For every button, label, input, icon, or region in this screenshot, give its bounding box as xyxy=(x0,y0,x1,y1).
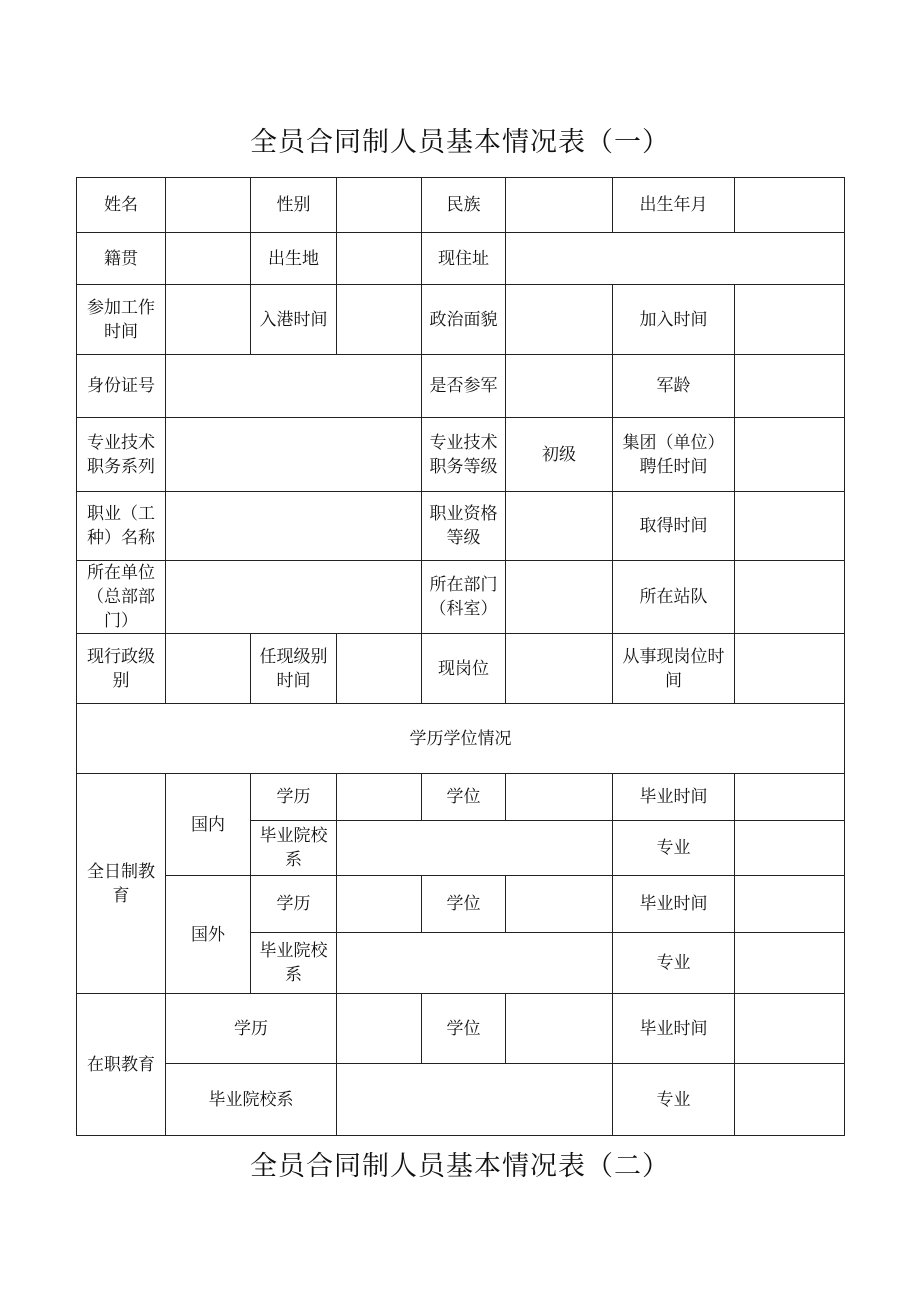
field-domestic-degree[interactable] xyxy=(506,774,613,821)
field-position[interactable] xyxy=(506,634,613,704)
field-birthplace[interactable] xyxy=(337,233,422,285)
field-abroad-major[interactable] xyxy=(735,933,845,994)
label-port-entry: 入港时间 xyxy=(251,285,337,355)
field-qual-level[interactable] xyxy=(506,492,613,561)
label-position: 现岗位 xyxy=(422,634,506,704)
label-ethnicity: 民族 xyxy=(422,178,506,233)
label-major: 专业 xyxy=(613,821,735,876)
label-address: 现住址 xyxy=(422,233,506,285)
field-abroad-education[interactable] xyxy=(337,876,422,933)
label-education: 学历 xyxy=(166,994,337,1064)
label-school: 毕业院校系 xyxy=(251,933,337,994)
field-in-service-degree[interactable] xyxy=(506,994,613,1064)
field-name[interactable] xyxy=(166,178,251,233)
label-position-time: 从事现岗位时间 xyxy=(613,634,735,704)
field-id-number[interactable] xyxy=(166,355,422,418)
field-abroad-grad-time[interactable] xyxy=(735,876,845,933)
page-title: 全员合同制人员基本情况表（一） xyxy=(250,127,670,158)
field-domestic-major[interactable] xyxy=(735,821,845,876)
field-occupation[interactable] xyxy=(166,492,422,561)
field-native-place[interactable] xyxy=(166,233,251,285)
field-join-time[interactable] xyxy=(735,285,845,355)
field-in-service-school[interactable] xyxy=(337,1064,613,1136)
label-domestic: 国内 xyxy=(166,774,251,876)
label-grad-time: 毕业时间 xyxy=(613,876,735,933)
label-name: 姓名 xyxy=(77,178,166,233)
label-birth-date: 出生年月 xyxy=(613,178,735,233)
field-admin-level[interactable] xyxy=(166,634,251,704)
label-tech-series: 专业技术职务系列 xyxy=(77,418,166,492)
label-work-start: 参加工作时间 xyxy=(77,285,166,355)
field-position-time[interactable] xyxy=(735,634,845,704)
field-unit[interactable] xyxy=(166,561,422,634)
personnel-info-table xyxy=(76,177,845,1136)
page-title-2: 全员合同制人员基本情况表（二） xyxy=(250,1151,670,1182)
field-work-start[interactable] xyxy=(166,285,251,355)
field-gender[interactable] xyxy=(337,178,422,233)
label-education: 学历 xyxy=(251,876,337,933)
field-station[interactable] xyxy=(735,561,845,634)
field-birth-date[interactable] xyxy=(735,178,845,233)
label-native-place: 籍贯 xyxy=(77,233,166,285)
label-occupation: 职业（工种）名称 xyxy=(77,492,166,561)
label-id-number: 身份证号 xyxy=(77,355,166,418)
field-ethnicity[interactable] xyxy=(506,178,613,233)
label-degree: 学位 xyxy=(422,994,506,1064)
field-in-service-education[interactable] xyxy=(337,994,422,1064)
label-group-hire: 集团（单位）聘任时间 xyxy=(613,418,735,492)
label-grad-time: 毕业时间 xyxy=(613,994,735,1064)
field-military[interactable] xyxy=(506,355,613,418)
label-unit: 所在单位（总部部门） xyxy=(77,561,166,634)
label-degree: 学位 xyxy=(422,774,506,821)
field-tech-level[interactable]: 初级 xyxy=(506,418,613,492)
field-level-time[interactable] xyxy=(337,634,422,704)
label-school: 毕业院校系 xyxy=(251,821,337,876)
field-address[interactable] xyxy=(506,233,845,285)
field-obtain-time[interactable] xyxy=(735,492,845,561)
field-domestic-school[interactable] xyxy=(337,821,613,876)
field-domestic-grad-time[interactable] xyxy=(735,774,845,821)
label-birthplace: 出生地 xyxy=(251,233,337,285)
label-education: 学历 xyxy=(251,774,337,821)
label-obtain-time: 取得时间 xyxy=(613,492,735,561)
label-fulltime-education: 全日制教育 xyxy=(77,774,166,994)
field-political[interactable] xyxy=(506,285,613,355)
label-admin-level: 现行政级别 xyxy=(77,634,166,704)
field-in-service-grad-time[interactable] xyxy=(735,994,845,1064)
label-dept: 所在部门（科室） xyxy=(422,561,506,634)
label-in-service-education: 在职教育 xyxy=(77,994,166,1136)
section-education-header: 学历学位情况 xyxy=(77,704,845,774)
label-degree: 学位 xyxy=(422,876,506,933)
field-port-entry[interactable] xyxy=(337,285,422,355)
label-major: 专业 xyxy=(613,1064,735,1136)
label-abroad: 国外 xyxy=(166,876,251,994)
field-group-hire[interactable] xyxy=(735,418,845,492)
label-military: 是否参军 xyxy=(422,355,506,418)
label-political: 政治面貌 xyxy=(422,285,506,355)
label-station: 所在站队 xyxy=(613,561,735,634)
label-tech-level: 专业技术职务等级 xyxy=(422,418,506,492)
label-qual-level: 职业资格等级 xyxy=(422,492,506,561)
label-military-years: 军龄 xyxy=(613,355,735,418)
field-abroad-degree[interactable] xyxy=(506,876,613,933)
field-tech-series[interactable] xyxy=(166,418,422,492)
field-in-service-major[interactable] xyxy=(735,1064,845,1136)
label-gender: 性别 xyxy=(251,178,337,233)
label-join-time: 加入时间 xyxy=(613,285,735,355)
label-major: 专业 xyxy=(613,933,735,994)
label-grad-time: 毕业时间 xyxy=(613,774,735,821)
field-military-years[interactable] xyxy=(735,355,845,418)
label-level-time: 任现级别时间 xyxy=(251,634,337,704)
label-school: 毕业院校系 xyxy=(166,1064,337,1136)
field-abroad-school[interactable] xyxy=(337,933,613,994)
field-domestic-education[interactable] xyxy=(337,774,422,821)
field-dept[interactable] xyxy=(506,561,613,634)
